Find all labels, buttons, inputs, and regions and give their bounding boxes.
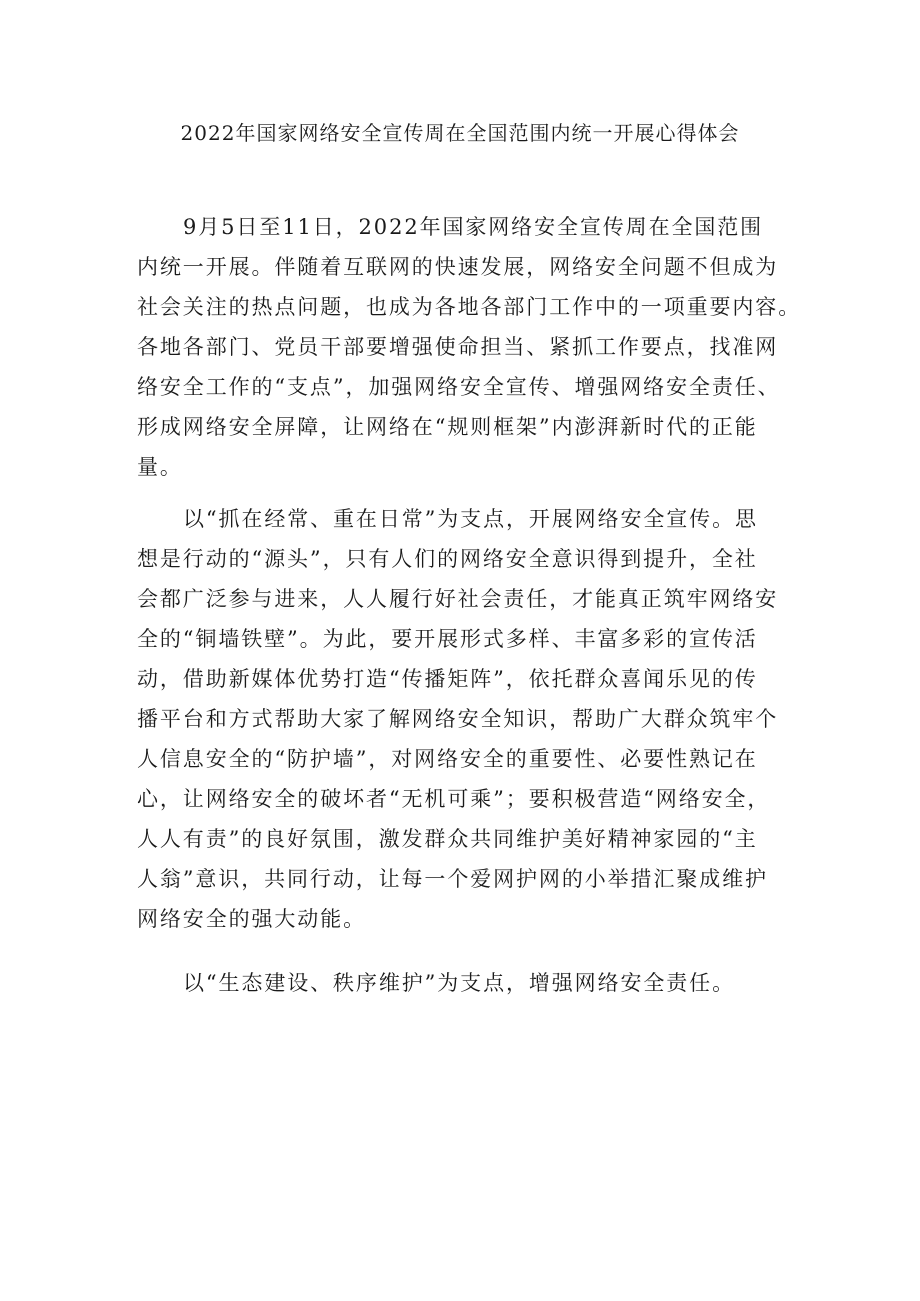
paragraph-line: 全的“铜墙铁壁”。为此，要开展形式多样、丰富多彩的宣传活 [137, 627, 758, 651]
paragraph-line: 想是行动的“源头”，只有人们的网络安全意识得到提升，全社 [137, 547, 758, 571]
paragraph-line: 以“生态建设、秩序维护”为支点，增强网络安全责任。 [183, 971, 735, 995]
paragraph-line: 内统一开展。伴随着互联网的快速发展，网络安全问题不但成为 [137, 255, 779, 279]
paragraph-line: 社会关注的热点问题，也成为各地各部门工作中的一项重要内容。 [137, 295, 802, 319]
paragraph-line: 人翁”意识，共同行动，让每一个爱网护网的小举措汇聚成维护 [137, 867, 768, 891]
paragraph-line: 人信息安全的“防护墙”，对网络安全的重要性、必要性熟记在 [137, 747, 758, 771]
paragraph-line: 各地各部门、党员干部要增强使命担当、紧抓工作要点，找准网 [137, 335, 779, 359]
paragraph-line: 量。 [137, 455, 183, 479]
paragraph-line: 动，借助新媒体优势打造“传播矩阵”，依托群众喜闻乐见的传 [137, 667, 758, 691]
paragraph-line: 9月5日至11日，2022年国家网络安全宣传周在全国范围 [183, 215, 764, 239]
paragraph-line: 形成网络安全屏障，让网络在“规则框架”内澎湃新时代的正能 [137, 415, 758, 439]
paragraph-line: 心，让网络安全的破坏者“无机可乘”；要积极营造“网络安全， [137, 787, 771, 811]
paragraph-line: 网络安全的强大动能。 [137, 907, 366, 931]
paragraph-line: 人人有责”的良好氛围，激发群众共同维护美好精神家园的“主 [137, 827, 758, 851]
paragraph-line: 络安全工作的“支点”，加强网络安全宣传、增强网络安全责任、 [137, 375, 781, 399]
paragraph-line: 以“抓在经常、重在日常”为支点，开展网络安全宣传。思 [183, 507, 758, 531]
paragraph-line: 会都广泛参与进来，人人履行好社会责任，才能真正筑牢网络安 [137, 587, 779, 611]
paragraph-line: 播平台和方式帮助大家了解网络安全知识，帮助广大群众筑牢个 [137, 707, 779, 731]
document-title: 2022年国家网络安全宣传周在全国范围内统一开展心得体会 [180, 121, 740, 145]
